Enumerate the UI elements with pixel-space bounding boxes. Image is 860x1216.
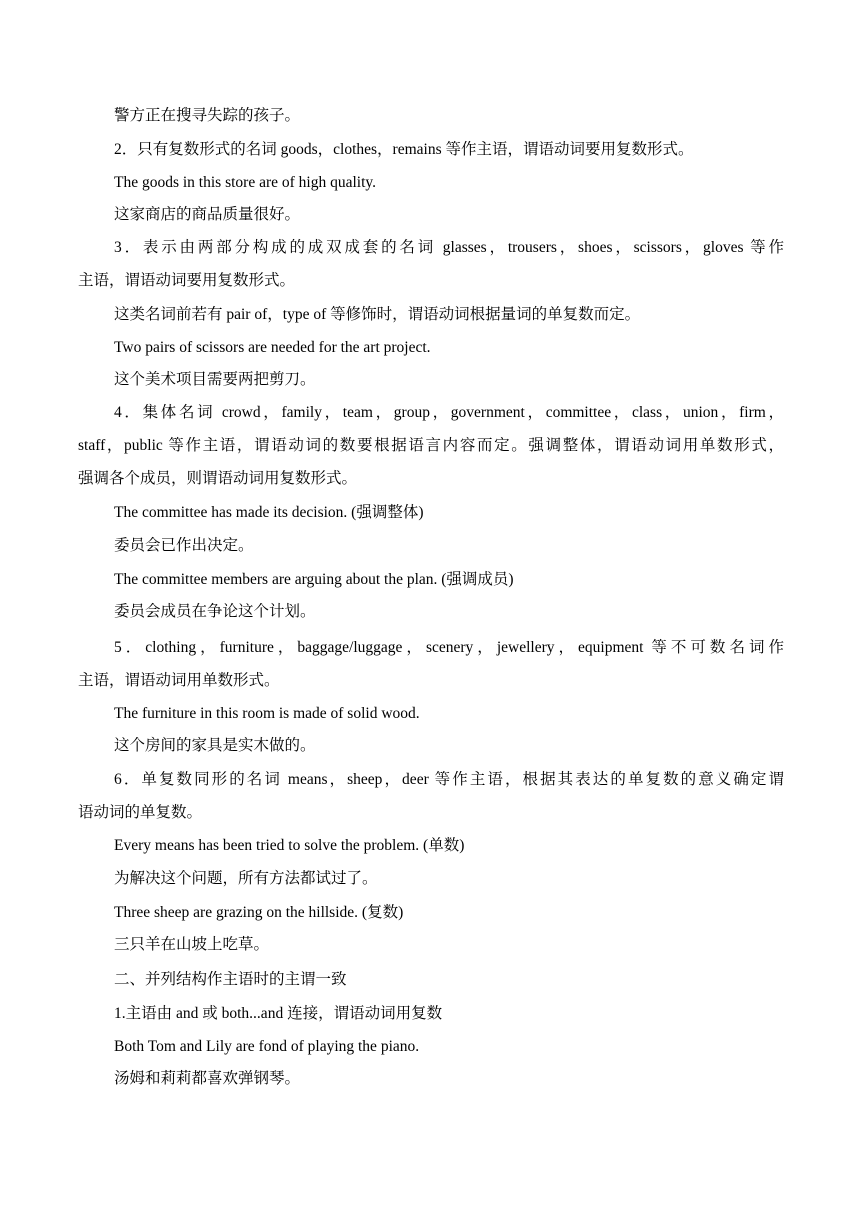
text-line: 3．表示由两部分构成的成双成套的名词 glasses，trousers，shoes，scissors，gloves 等作	[114, 239, 784, 256]
text-line: 1.主语由 and 或 both...and 连接，谓语动词用复数	[114, 1005, 443, 1022]
text-line: 这个美术项目需要两把剪刀。	[114, 371, 316, 388]
text-line: 这个房间的家具是实木做的。	[114, 737, 316, 754]
text-line: 6．单复数同形的名词 means，sheep，deer 等作主语，根据其表达的单复数的意义确定谓	[114, 771, 784, 788]
text-line: 5．clothing，furniture，baggage/luggage，scenery，jewellery，equipment 等不可数名词作	[114, 639, 784, 656]
text-line: 三只羊在山坡上吃草。	[114, 936, 270, 953]
text-line: Both Tom and Lily are fond of playing the piano.	[114, 1038, 420, 1055]
text-line: Every means has been tried to solve the problem. (单数)	[114, 837, 465, 854]
text-line: Three sheep are grazing on the hillside. (复数)	[114, 904, 404, 921]
text-line: The furniture in this room is made of solid wood.	[114, 705, 420, 722]
text-line: 警方正在搜寻失踪的孩子。	[114, 107, 301, 124]
text-line: 2．只有复数形式的名词 goods，clothes，remains 等作主语，谓语动词要用复数形式。	[114, 141, 694, 158]
text-line: 主语，谓语动词用单数形式。	[78, 672, 280, 689]
text-line: Two pairs of scissors are needed for the art project.	[114, 339, 431, 356]
text-line: 委员会成员在争论这个计划。	[114, 603, 316, 620]
text-line: The committee members are arguing about the plan. (强调成员)	[114, 571, 514, 588]
section-heading: 二、并列结构作主语时的主谓一致	[114, 971, 347, 988]
text-line: 为解决这个问题，所有方法都试过了。	[114, 870, 378, 887]
text-line: 委员会已作出决定。	[114, 537, 254, 554]
text-line: The committee has made its decision. (强调整体)	[114, 504, 424, 521]
text-line: 这家商店的商品质量很好。	[114, 206, 301, 223]
text-line: 强调各个成员，则谓语动词用复数形式。	[78, 470, 358, 487]
text-line: 语动词的单复数。	[78, 804, 203, 821]
text-line: The goods in this store are of high quality.	[114, 174, 377, 191]
text-line: 汤姆和莉莉都喜欢弹钢琴。	[114, 1070, 301, 1087]
text-line: 主语，谓语动词要用复数形式。	[78, 272, 296, 289]
text-line: staff，public 等作主语，谓语动词的数要根据语言内容而定。强调整体，谓语动词用单数形式，	[78, 437, 784, 454]
text-line: 4．集体名词 crowd，family，team，group，government，committee，class，union，firm，	[114, 404, 784, 421]
text-line: 这类名词前若有 pair of，type of 等修饰时，谓语动词根据量词的单复数而定。	[114, 306, 641, 323]
